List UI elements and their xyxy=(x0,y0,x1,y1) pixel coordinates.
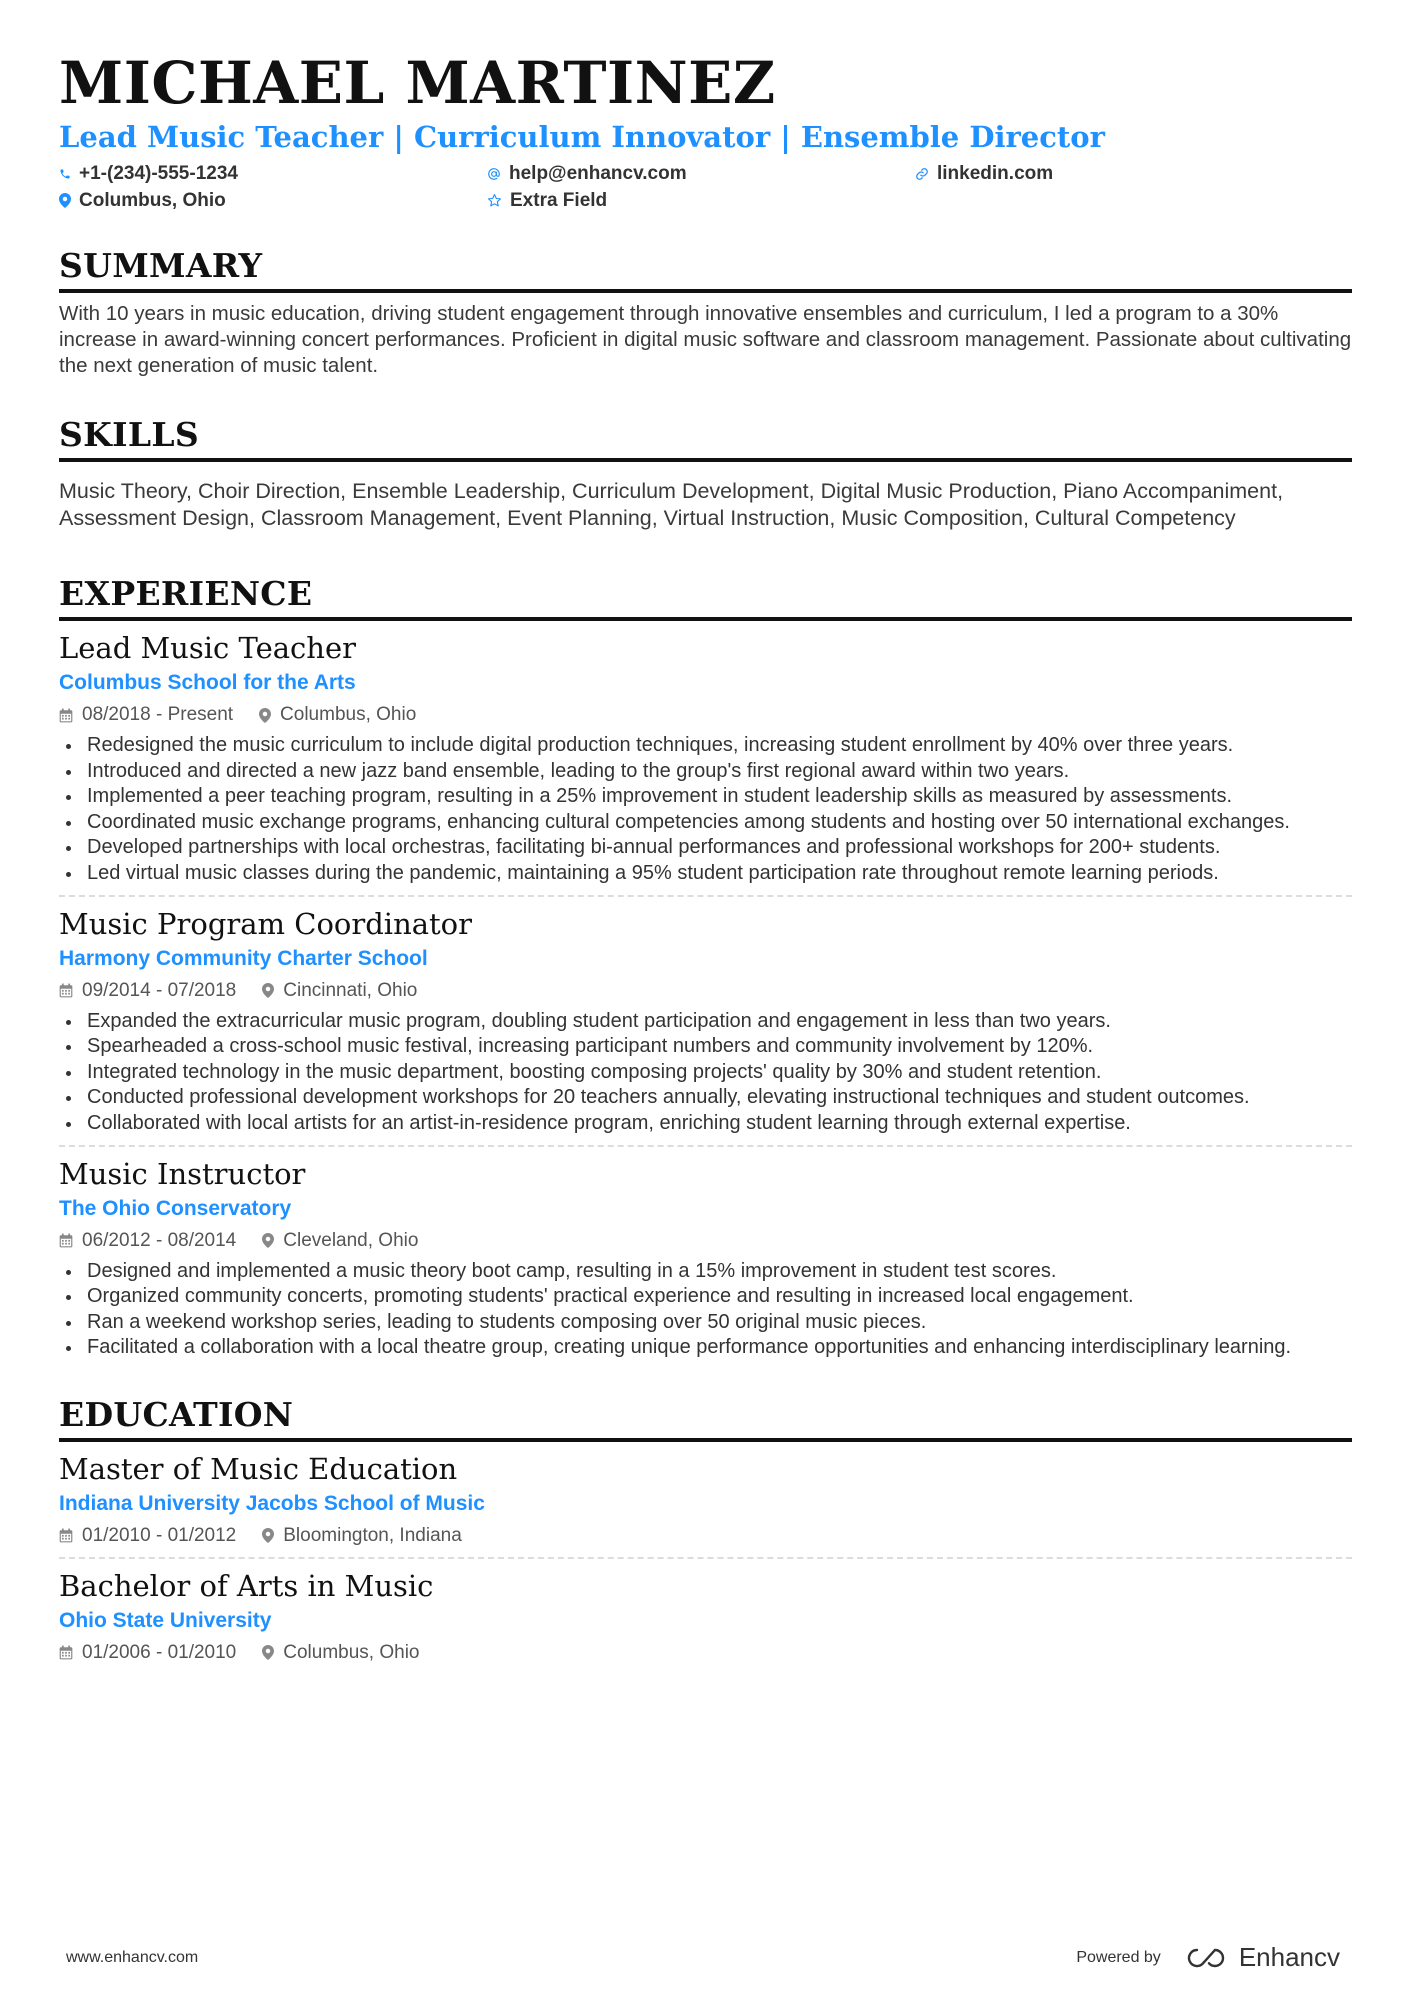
degree-title: Master of Music Education xyxy=(59,1451,458,1486)
calendar-icon xyxy=(59,1645,73,1660)
bullet-item: Expanded the extracurricular music program, doubling student participation and engagement in less than two years. xyxy=(59,1009,1352,1035)
job-dates-text: 08/2018 - Present xyxy=(82,704,234,725)
job-bullets xyxy=(59,1259,1352,1361)
phone-text: +1-(234)-555-1234 xyxy=(79,162,238,184)
job-title: Music Instructor xyxy=(59,1156,306,1191)
summary-heading: SUMMARY xyxy=(59,246,1352,293)
contact-linkedin[interactable] xyxy=(915,162,1215,185)
education-dates-text: 01/2010 - 01/2012 xyxy=(82,1524,237,1546)
powered-by xyxy=(1076,1942,1340,1973)
calendar-icon xyxy=(59,1233,73,1248)
enhancv-logo-icon xyxy=(1187,1947,1231,1969)
map-pin-icon xyxy=(262,983,274,998)
education-location xyxy=(262,1642,419,1664)
extra-field-text: Extra Field xyxy=(510,189,608,211)
email-text: help@enhancv.com xyxy=(509,162,687,184)
school-name[interactable]: Ohio State University xyxy=(59,1608,272,1632)
candidate-name: MICHAEL MARTINEZ xyxy=(59,49,776,117)
job-location-text: Columbus, Ohio xyxy=(280,704,417,725)
job-bullets xyxy=(59,1009,1352,1137)
company-name[interactable]: Harmony Community Charter School xyxy=(59,946,428,970)
job-title: Lead Music Teacher xyxy=(59,631,356,665)
resume-header xyxy=(59,50,1352,212)
bullet-item: Developed partnerships with local orchestras, facilitating bi-annual performances and professional workshops for 200+ students. xyxy=(59,835,1352,861)
map-pin-icon xyxy=(262,1645,274,1660)
job-dates-text: 09/2014 - 07/2018 xyxy=(82,979,237,1001)
company-name[interactable]: The Ohio Conservatory xyxy=(59,1196,292,1220)
bullet-item: Introduced and directed a new jazz band ensemble, leading to the group's first regional award within two years. xyxy=(59,759,1352,785)
job-title: Music Program Coordinator xyxy=(59,906,473,941)
map-pin-icon xyxy=(262,1233,274,1248)
calendar-icon xyxy=(59,1528,73,1543)
job-location xyxy=(262,980,417,1002)
bullet-item: Redesigned the music curriculum to include digital production techniques, increasing student enrollment by 40% over three years. xyxy=(59,733,1352,759)
education-entry xyxy=(59,1450,1352,1557)
bullet-item: Organized community concerts, promoting students' practical experience and resulting in increased local engagement. xyxy=(59,1284,1352,1310)
star-icon xyxy=(487,193,502,208)
job-dates xyxy=(59,704,233,726)
bullet-item: Spearheaded a cross-school music festival, increasing participant numbers and community involvement by 120%. xyxy=(59,1034,1352,1060)
bullet-item: Coordinated music exchange programs, enhancing cultural competencies among students and hosting over 50 international exchanges. xyxy=(59,810,1352,836)
contact-extra xyxy=(487,189,915,212)
job-dates xyxy=(59,980,236,1002)
contact-phone[interactable] xyxy=(59,162,487,185)
job-dates xyxy=(59,1230,236,1252)
experience-entry xyxy=(59,629,1352,895)
map-pin-icon xyxy=(262,1528,274,1543)
experience-entry xyxy=(59,895,1352,1145)
company-name[interactable]: Columbus School for the Arts xyxy=(59,671,356,694)
experience-heading: EXPERIENCE xyxy=(59,574,1352,621)
map-pin-icon xyxy=(259,708,271,723)
education-entry xyxy=(59,1557,1352,1674)
bullet-item: Implemented a peer teaching program, resulting in a 25% improvement in student leadership skills as measured by assessments. xyxy=(59,784,1352,810)
enhancv-brand[interactable] xyxy=(1187,1942,1340,1973)
education-dates xyxy=(59,1525,236,1547)
location-text: Columbus, Ohio xyxy=(79,189,226,211)
linkedin-text: linkedin.com xyxy=(937,162,1054,184)
contact-email[interactable] xyxy=(487,162,915,185)
bullet-item: Facilitated a collaboration with a local theatre group, creating unique performance opportunities and enhancing interdisciplinary learning. xyxy=(59,1335,1352,1361)
education-dates-text: 01/2006 - 01/2010 xyxy=(82,1641,237,1663)
powered-by-label: Powered by xyxy=(1076,1948,1161,1966)
job-meta xyxy=(59,1228,1352,1254)
job-bullets xyxy=(59,733,1352,887)
job-location-text: Cleveland, Ohio xyxy=(283,1229,419,1251)
link-icon xyxy=(915,167,929,181)
skills-section xyxy=(59,415,1352,532)
candidate-headline: Lead Music Teacher | Curriculum Innovator | Ensemble Director xyxy=(59,120,1105,154)
school-name[interactable]: Indiana University Jacobs School of Music xyxy=(59,1491,485,1515)
contact-info xyxy=(59,162,1352,212)
bullet-item: Ran a weekend workshop series, leading to students composing over 50 original music pieces. xyxy=(59,1310,1352,1336)
brand-name: Enhancv xyxy=(1238,1942,1340,1972)
job-location xyxy=(259,704,416,726)
skills-text: Music Theory, Choir Direction, Ensemble Leadership, Curriculum Development, Digital Music Production, Piano Accompaniment, Assessment Design, Classroom Management, Event Planning, Virtual Instruction, Music Composition, Cultural Competency xyxy=(59,479,1284,530)
footer-url[interactable]: www.enhancv.com xyxy=(66,1948,199,1966)
education-location xyxy=(262,1525,462,1547)
job-meta xyxy=(59,978,1352,1004)
education-location-text: Bloomington, Indiana xyxy=(283,1524,462,1546)
experience-entry xyxy=(59,1145,1352,1369)
experience-section xyxy=(59,574,1352,1369)
bullet-item: Integrated technology in the music department, boosting composing projects' quality by 30% and student retention. xyxy=(59,1060,1352,1086)
education-heading: EDUCATION xyxy=(59,1395,1352,1442)
contact-location xyxy=(59,189,487,212)
calendar-icon xyxy=(59,983,73,998)
bullet-item: Led virtual music classes during the pandemic, maintaining a 95% student participation rate throughout remote learning periods. xyxy=(59,861,1352,887)
calendar-icon xyxy=(59,708,73,723)
job-location-text: Cincinnati, Ohio xyxy=(283,979,418,1001)
education-location-text: Columbus, Ohio xyxy=(283,1641,420,1663)
at-icon xyxy=(487,167,501,181)
job-location xyxy=(262,1230,418,1252)
skills-heading: SKILLS xyxy=(59,415,1352,462)
job-dates-text: 06/2012 - 08/2014 xyxy=(82,1229,237,1251)
education-dates xyxy=(59,1642,236,1664)
education-meta xyxy=(59,1523,1352,1549)
education-meta xyxy=(59,1640,1352,1666)
summary-section xyxy=(59,246,1352,379)
map-pin-icon xyxy=(59,193,71,208)
education-section xyxy=(59,1395,1352,1674)
bullet-item: Conducted professional development workshops for 20 teachers annually, elevating instructional techniques and student outcomes. xyxy=(59,1085,1352,1111)
bullet-item: Designed and implemented a music theory boot camp, resulting in a 15% improvement in student test scores. xyxy=(59,1259,1352,1285)
summary-text: With 10 years in music education, driving student engagement through innovative ensembles and curriculum, I led a program to a 30% increase in award-winning concert performances. Proficient in digital music software and classroom management. Passionate about cultivating the next generation of music talent. xyxy=(59,302,1352,377)
degree-title: Bachelor of Arts in Music xyxy=(59,1568,434,1603)
job-meta xyxy=(59,702,1352,728)
page-footer xyxy=(66,1942,1340,1973)
phone-icon xyxy=(59,167,71,181)
bullet-item: Collaborated with local artists for an artist-in-residence program, enriching student learning through external expertise. xyxy=(59,1111,1352,1137)
